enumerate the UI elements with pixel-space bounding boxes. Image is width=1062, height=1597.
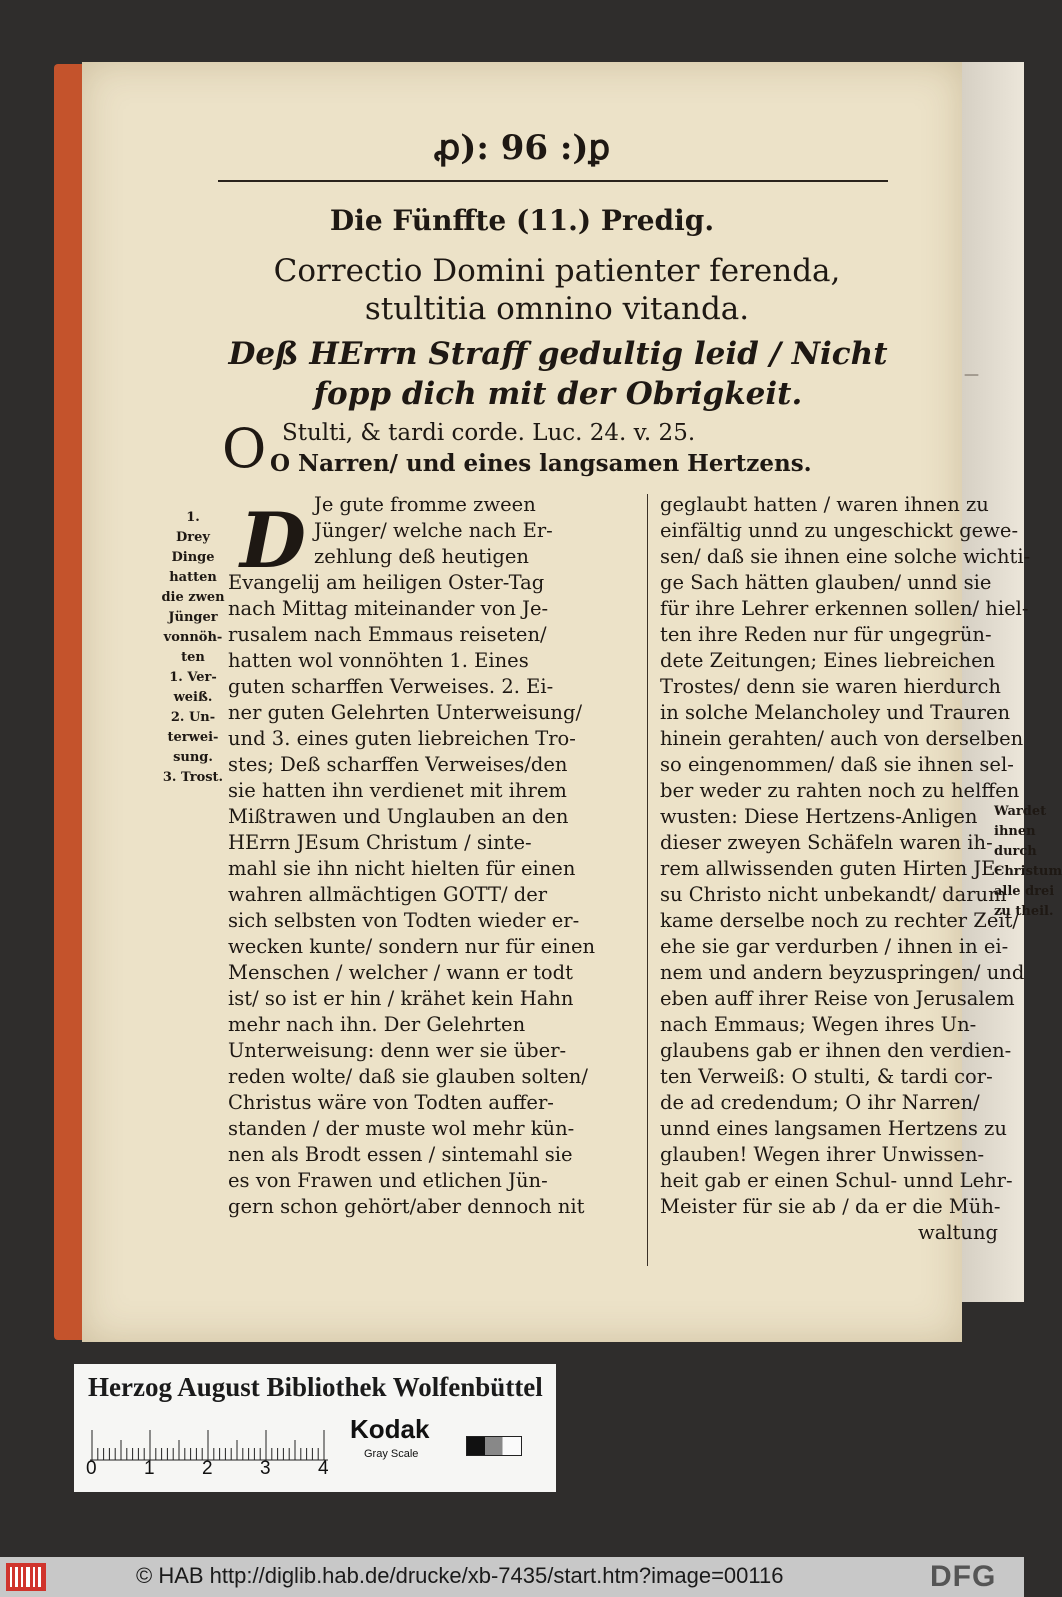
ruler-scale	[90, 1422, 328, 1462]
gray-swatch	[466, 1436, 522, 1456]
ruler-numbers	[84, 1458, 344, 1482]
margin-note-line: zu theil.	[994, 904, 1054, 919]
verse-initial: O	[222, 417, 267, 480]
text-line: ber weder zu rahten noch zu helffen	[660, 779, 1020, 802]
text-line: unnd eines langsamen Hertzens zu	[660, 1117, 1007, 1140]
margin-note-line: ten	[181, 650, 205, 665]
barcode-icon	[6, 1563, 46, 1591]
library-name: Herzog August Bibliothek Wolfenbüttel	[88, 1372, 543, 1402]
text-column-left	[228, 492, 636, 1220]
text-line: für ihre Lehrer erkennen sollen/ hiel-	[660, 597, 1029, 620]
text-line: in solche Melancholey und Trauren	[660, 701, 1011, 724]
margin-note-line: 3. Trost.	[162, 770, 224, 785]
ruler-number: 3	[260, 1458, 271, 1479]
text-line: wecken kunte/ sondern nur für einen	[228, 935, 596, 958]
text-line: glaubens gab er ihnen den verdien-	[660, 1039, 1012, 1062]
margin-note-line: weiß.	[173, 690, 213, 705]
text-line: wusten: Diese Hertzens-Anligen	[660, 805, 978, 828]
dfg-logo: DFG	[930, 1560, 997, 1593]
margin-note-line: Christum	[994, 864, 1062, 879]
sermon-heading: Die Fünffte (11.) Predig.	[329, 204, 715, 237]
kodak-logo: Kodak	[350, 1414, 430, 1444]
margin-note-line: die zwen	[161, 590, 225, 605]
gray-scale-label: Gray Scale	[364, 1448, 419, 1460]
margin-note-line: terwei-	[167, 730, 219, 745]
text-line: es von Frawen und etlichen Jün-	[228, 1169, 548, 1192]
text-line: de ad credendum; O ihr Narren/	[660, 1091, 980, 1114]
text-line: standen / der muste wol mehr kün-	[228, 1117, 575, 1140]
text-line: Trostes/ denn sie waren hierdurch	[660, 675, 1001, 698]
margin-note-line: durch	[994, 844, 1037, 859]
text-line: nach Mittag miteinander von Je-	[228, 597, 549, 620]
margin-note-line: sung.	[173, 750, 213, 765]
text-line: nem und andern beyzuspringen/ und	[660, 961, 1025, 984]
verse-german: O Narren/ und eines langsamen Hertzens.	[270, 450, 812, 477]
text-line: guten scharffen Verweises. 2. Ei-	[228, 675, 554, 698]
ruler-number: 0	[86, 1458, 97, 1479]
text-line: gern schon gehört/aber dennoch nit	[228, 1195, 585, 1218]
next-page-margin: —	[962, 62, 1024, 1302]
text-line: rusalem nach Emmaus reiseten/	[228, 623, 547, 646]
text-line: mehr nach ihn. Der Gelehrten	[228, 1013, 526, 1036]
text-line: reden wolte/ daß sie glauben solten/	[228, 1065, 588, 1088]
text-line: Jünger/ welche nach Er-	[314, 519, 553, 542]
margin-note-line: Dinge	[171, 550, 215, 565]
text-line: ge Sach hätten glauben/ unnd sie	[660, 571, 992, 594]
text-line: ten Verweiß: O stulti, & tardi cor-	[660, 1065, 993, 1088]
text-line: waltung	[918, 1221, 998, 1244]
text-line: Christus wäre von Todten auffer-	[228, 1091, 554, 1114]
text-line: mahl sie ihn nicht hielten für einen	[228, 857, 576, 880]
color-card	[74, 1364, 556, 1492]
margin-note-line: 2. Un-	[170, 710, 216, 725]
text-line: su Christo nicht unbekandt/ darum	[660, 883, 1007, 906]
text-line: ner guten Gelehrten Unterweisung/	[228, 701, 583, 724]
text-line: dieser zweyen Schäfeln waren ih-	[660, 831, 993, 854]
text-line: Meister für sie ab / da er die Müh-	[660, 1195, 1001, 1218]
german-title: Deß HErrn Straff gedultig leid / Nicht fopp dich mit der Obrigkeit.	[228, 336, 888, 412]
margin-note-line: Jünger	[168, 610, 218, 625]
text-line: heit gab er einen Schul- unnd Lehr-	[660, 1169, 1013, 1192]
text-line: dete Zeitungen; Eines liebreichen	[660, 649, 996, 672]
text-line: zehlung deß heutigen	[314, 545, 529, 568]
margin-note-left	[160, 508, 226, 788]
margin-note-line: Drey	[176, 530, 210, 545]
margin-note-line: 1.	[186, 510, 200, 525]
text-line: ehe sie gar verdurben / ihnen in ei-	[660, 935, 1009, 958]
margin-note-line: 1. Ver-	[169, 670, 217, 685]
text-line: Evangelij am heiligen Oster-Tag	[228, 571, 545, 594]
text-line: Je gute fromme zween	[314, 493, 536, 516]
text-line: hinein gerahten/ auch von derselben	[660, 727, 1024, 750]
text-line: sie hatten ihn verdienet mit ihrem	[228, 779, 567, 802]
margin-note-line: ihnen	[994, 824, 1036, 839]
text-line: ist/ so ist er hin / krähet kein Hahn	[228, 987, 574, 1010]
text-line: HErrn JEsum Christum / sinte-	[228, 831, 532, 854]
text-line: ten ihre Reden nur für ungegrün-	[660, 623, 992, 646]
text-line: sen/ daß sie ihnen eine solche wichti-	[660, 545, 1031, 568]
ruler-number: 4	[318, 1458, 329, 1479]
column-divider	[647, 494, 648, 1266]
verse-latin: Stulti, & tardi corde. Luc. 24. v. 25.	[282, 420, 696, 446]
text-line: nach Emmaus; Wegen ihres Un-	[660, 1013, 977, 1036]
dropcap-initial: D	[240, 496, 306, 585]
text-line: hatten wol vonnöhten 1. Eines	[228, 649, 529, 672]
text-line: Menschen / welcher / wann er todt	[228, 961, 573, 984]
source-credit: © HAB http://diglib.hab.de/drucke/xb-7435/start.htm?image=00116	[136, 1563, 784, 1588]
text-line: wahren allmächtigen GOTT/ der	[228, 883, 548, 906]
text-line: einfältig unnd zu ungeschickt gewe-	[660, 519, 1019, 542]
book-page	[82, 62, 1062, 1342]
text-line: geglaubt hatten / waren ihnen zu	[660, 493, 989, 516]
text-line: und 3. eines guten liebreichen Tro-	[228, 727, 576, 750]
text-line: so eingenommen/ daß sie ihnen sel-	[660, 753, 1014, 776]
text-line: nen als Brodt essen / sintemahl sie	[228, 1143, 573, 1166]
margin-note-line: Wardet	[994, 804, 1047, 819]
ruler-number: 1	[144, 1458, 155, 1479]
text-line: stes; Deß scharffen Verweises/den	[228, 753, 568, 776]
text-line: sich selbsten von Todten wieder er-	[228, 909, 580, 932]
latin-title: Correctio Domini patienter ferenda, stultitia omnino vitanda.	[273, 253, 841, 327]
margin-note-line: vonnöh-	[163, 630, 223, 645]
text-line: rem allwissenden guten Hirten JE-	[660, 857, 1003, 880]
page-number-header: ꝓ): 96 :)ꝑ	[433, 128, 611, 168]
text-line: kame derselbe noch zu rechter Zeit/	[660, 909, 1019, 932]
text-line: glauben! Wegen ihrer Unwissen-	[660, 1143, 985, 1166]
text-line: Unterweisung: denn wer sie über-	[228, 1039, 567, 1062]
footer-bar	[0, 1557, 1024, 1597]
header-rule	[218, 180, 888, 182]
text-line: Mißtrawen und Unglauben an den	[228, 805, 569, 828]
margin-note-line: hatten	[169, 570, 217, 585]
margin-note-line: alle drei	[994, 884, 1055, 899]
ruler-number: 2	[202, 1458, 213, 1479]
text-line: eben auff ihrer Reise von Jerusalem	[660, 987, 1015, 1010]
